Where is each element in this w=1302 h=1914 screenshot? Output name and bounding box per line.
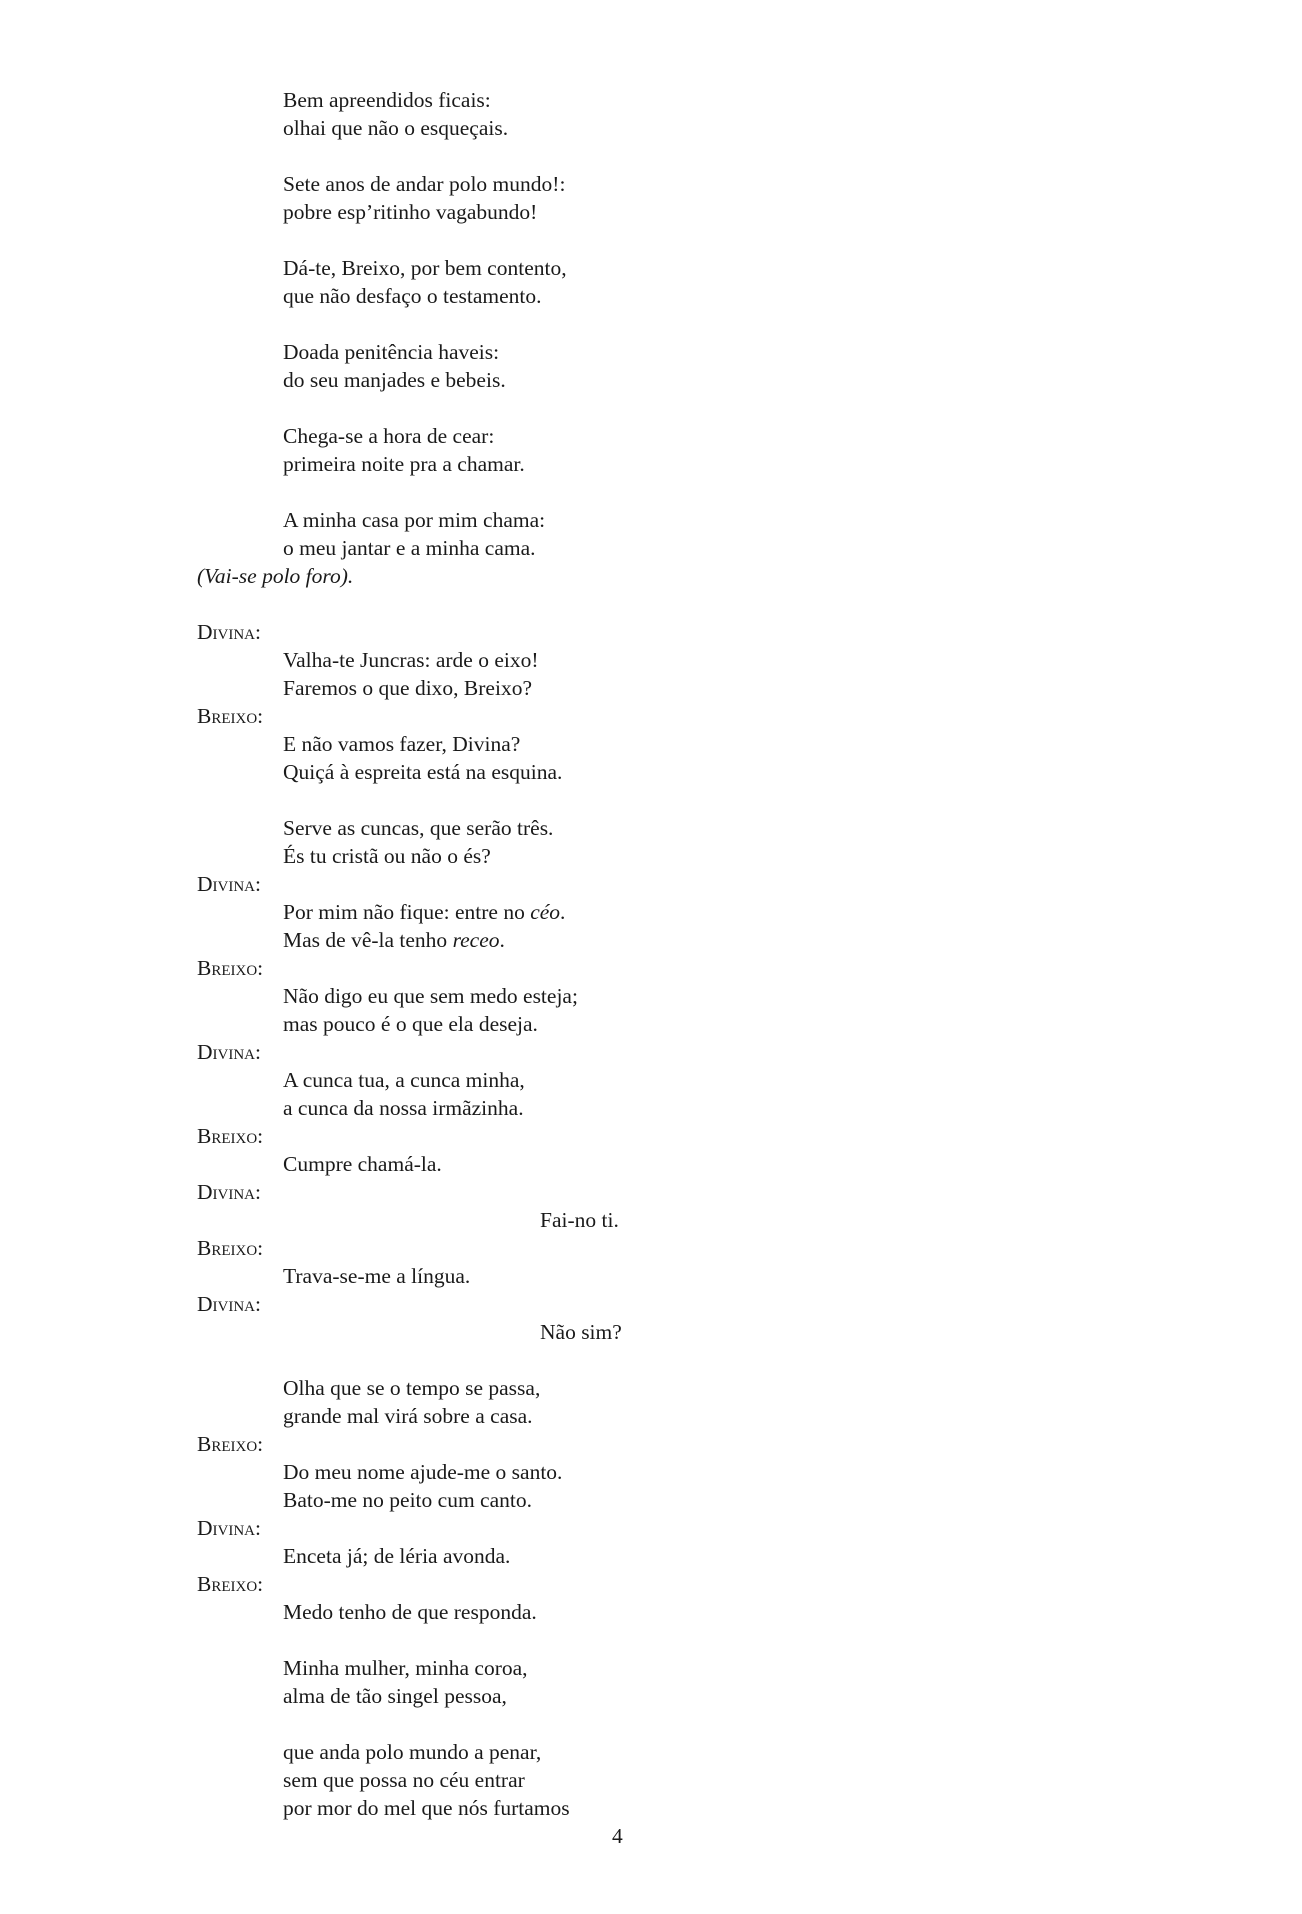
verse-line: Minha mulher, minha coroa, xyxy=(283,1656,528,1680)
verse-line: Doada penitência haveis: xyxy=(283,340,500,364)
speaker-name: Divina: xyxy=(197,620,261,644)
speaker-name: Breixo: xyxy=(197,956,264,980)
speaker-name: Divina: xyxy=(197,1292,261,1316)
verse-line: Mas de vê-la tenho receo. xyxy=(283,928,505,952)
stage-direction: (Vai-se polo foro). xyxy=(197,564,354,588)
verse-line: Chega-se a hora de cear: xyxy=(283,424,495,448)
verse-line: olhai que não o esqueçais. xyxy=(283,116,509,140)
speaker-name: Divina: xyxy=(197,872,261,896)
verse-line: Cumpre chamá-la. xyxy=(283,1152,442,1176)
verse-line-continuation: Não sim? xyxy=(540,1320,622,1344)
verse-line: A cunca tua, a cunca minha, xyxy=(283,1068,525,1092)
verse-line-continuation: Fai-no ti. xyxy=(540,1208,619,1232)
verse-line: Bem apreendidos ficais: xyxy=(283,88,491,112)
verse-line: Quiçá à espreita está na esquina. xyxy=(283,760,563,784)
verse-line: o meu jantar e a minha cama. xyxy=(283,536,536,560)
verse-line: Trava-se-me a língua. xyxy=(283,1264,471,1288)
verse-line: Bato-me no peito cum canto. xyxy=(283,1488,532,1512)
verse-line: Enceta já; de léria avonda. xyxy=(283,1544,511,1568)
verse-line: A minha casa por mim chama: xyxy=(283,508,546,532)
verse-line: Do meu nome ajude-me o santo. xyxy=(283,1460,563,1484)
verse-line: Serve as cuncas, que serão três. xyxy=(283,816,554,840)
speaker-name: Breixo: xyxy=(197,1572,264,1596)
verse-line: Valha-te Juncras: arde o eixo! xyxy=(283,648,539,672)
speaker-name: Divina: xyxy=(197,1180,261,1204)
verse-line: pobre esp’ritinho vagabundo! xyxy=(283,200,538,224)
verse-line: E não vamos fazer, Divina? xyxy=(283,732,521,756)
verse-line: Por mim não fique: entre no céo. xyxy=(283,900,566,924)
verse-line: do seu manjades e bebeis. xyxy=(283,368,506,392)
verse-line: És tu cristã ou não o és? xyxy=(283,844,491,868)
speaker-name: Breixo: xyxy=(197,1432,264,1456)
verse-line: Medo tenho de que responda. xyxy=(283,1600,537,1624)
speaker-name: Breixo: xyxy=(197,1236,264,1260)
verse-line: Faremos o que dixo, Breixo? xyxy=(283,676,532,700)
verse-line: por mor do mel que nós furtamos xyxy=(283,1796,570,1820)
verse-line: primeira noite pra a chamar. xyxy=(283,452,525,476)
verse-line: que não desfaço o testamento. xyxy=(283,284,542,308)
speaker-name: Divina: xyxy=(197,1516,261,1540)
verse-line: sem que possa no céu entrar xyxy=(283,1768,525,1792)
italic-word: receo xyxy=(452,928,500,952)
speaker-name: Breixo: xyxy=(197,1124,264,1148)
italic-word: céo xyxy=(530,900,561,924)
verse-line: Sete anos de andar polo mundo!: xyxy=(283,172,566,196)
verse-line: grande mal virá sobre a casa. xyxy=(283,1404,533,1428)
verse-line: alma de tão singel pessoa, xyxy=(283,1684,507,1708)
speaker-name: Breixo: xyxy=(197,704,264,728)
verse-line: mas pouco é o que ela deseja. xyxy=(283,1012,538,1036)
page-number: 4 xyxy=(612,1824,623,1848)
verse-line: a cunca da nossa irmãzinha. xyxy=(283,1096,524,1120)
verse-line: Dá-te, Breixo, por bem contento, xyxy=(283,256,567,280)
verse-line: Não digo eu que sem medo esteja; xyxy=(283,984,578,1008)
speaker-name: Divina: xyxy=(197,1040,261,1064)
verse-line: Olha que se o tempo se passa, xyxy=(283,1376,541,1400)
verse-line: que anda polo mundo a penar, xyxy=(283,1740,542,1764)
